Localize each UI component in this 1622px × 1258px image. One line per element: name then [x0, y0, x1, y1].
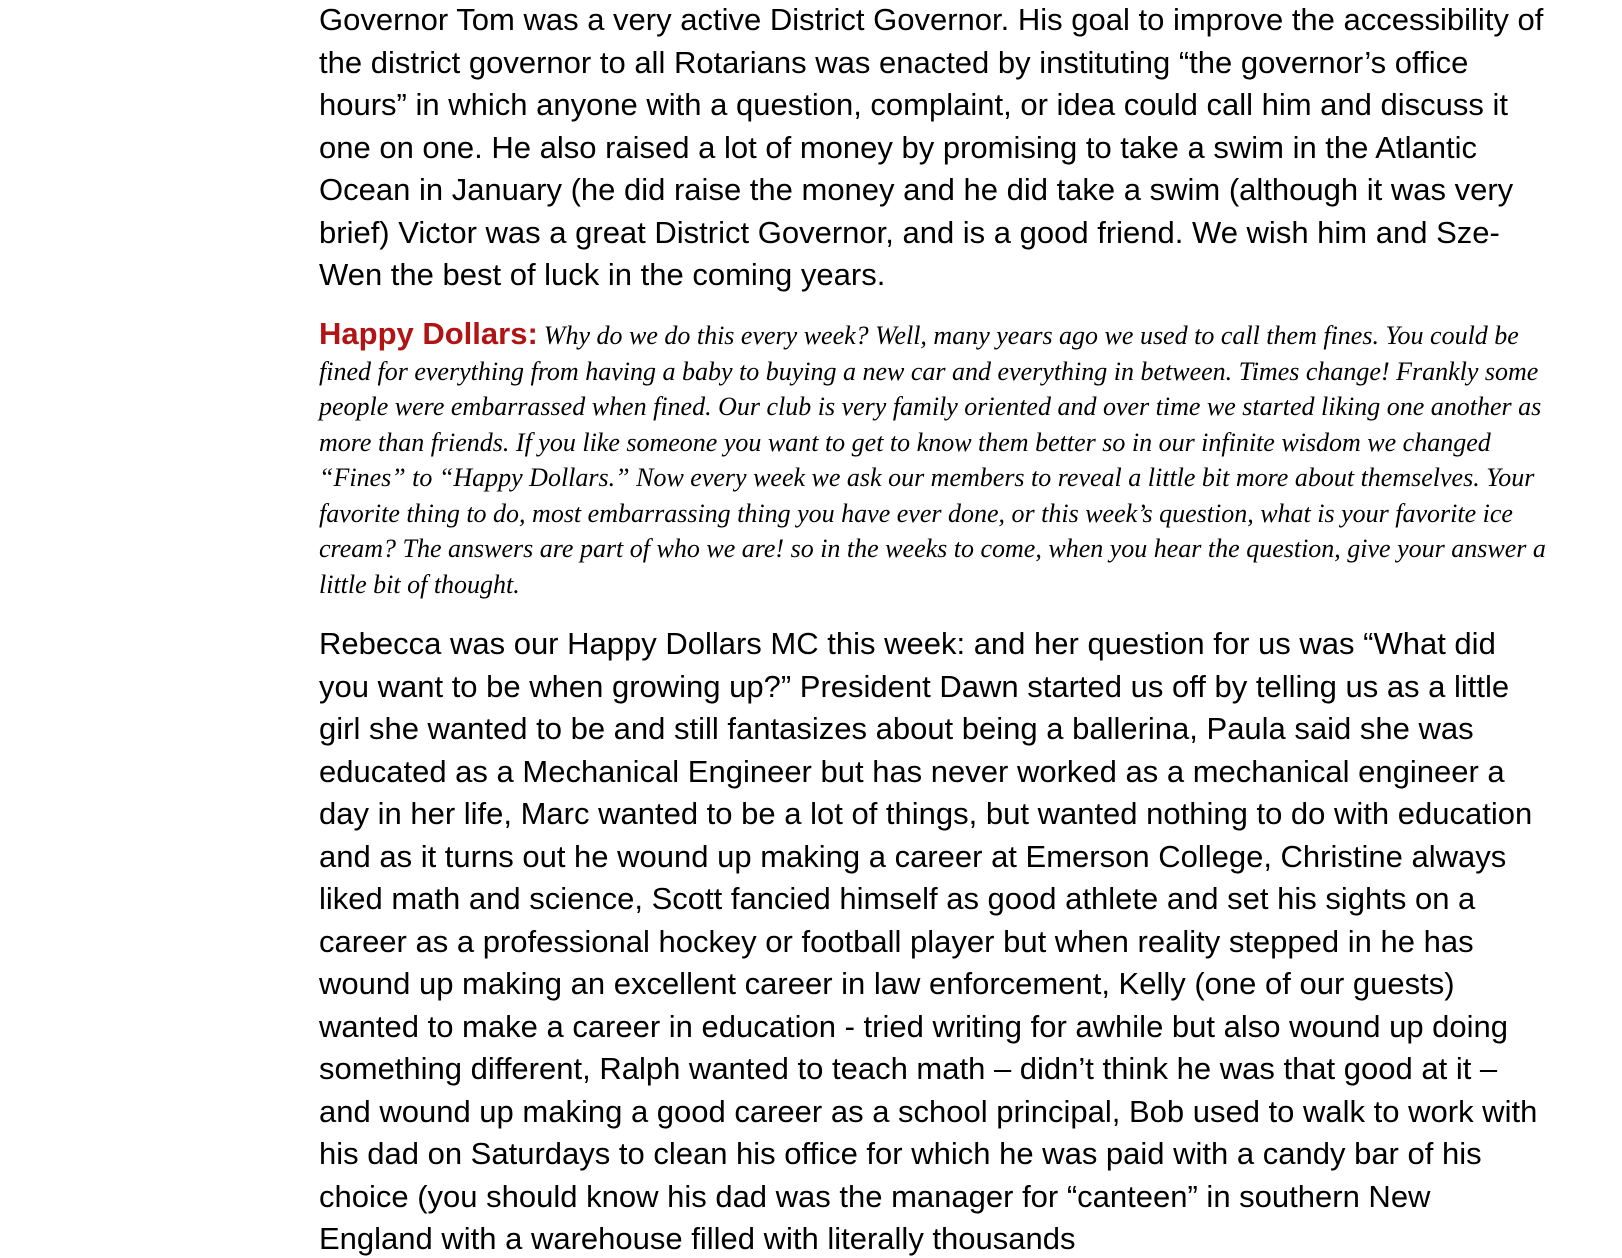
happy-dollars-section — [319, 316, 1549, 602]
happy-dollars-heading: Happy Dollars: — [319, 316, 538, 351]
governor-paragraph: Governor Tom was a very active District Governor. His goal to improve the accessibility of the district governor to all Rotarians was enacted by instituting “the governor’s office hours” in which anyone with a question, complaint, or idea could call him and discuss it one on one. He also raised a lot of money by promising to take a swim in the Atlantic Ocean in January (he did raise the money and he did take a swim (although it was very brief) Victor was a great District Governor, and is a good friend. We wish him and Sze-Wen the best of luck in the coming years. — [319, 2, 1544, 292]
happy-dollars-mc-paragraph: Rebecca was our Happy Dollars MC this week: and her question for us was “What did you want to be when growing up?” President Dawn started us off by telling us as a little girl she wanted to be and still fantasizes about being a ballerina, Paula said she was educated as a Mechanical Engineer but has never worked as a mechanical engineer a day in her life, Marc wanted to be a lot of things, but wanted nothing to do with education and as it turns out he wound up making a career at Emerson College, Christine always liked math and science, Scott fancied himself as good athlete and set his sights on a career as a professional hockey or football player but when reality stepped in he has wound up making an excellent career in law enforcement, Kelly (one of our guests) wanted to make a career in education - tried writing for awhile but also wound up doing something different, Ralph wanted to teach math – didn’t think he was that good at it – and wound up making a good career as a school principal, Bob used to walk to work with his dad on Saturdays to clean his office for which he was paid with a candy bar of his choice (you should know his dad was the manager for “canteen” in southern New England with a warehouse filled with literally thousands — [319, 626, 1538, 1256]
happy-dollars-text: Why do we do this every week? Well, many years ago we used to call them fines. You could be fined for everything from having a baby to buying a new car and everything in between. Times change! Frankly some people were embarrassed when fined. Our club is very family oriented and over time we started liking one another as more than friends. If you like someone you want to get to know them better so in our infinite wisdom we changed “Fines” to “Happy Dollars.” Now every week we ask our members to reveal a little bit more about themselves. Your favorite thing to do, most embarrassing thing you have ever done, or this week’s question, what is your favorite ice cream? The answers are part of who we are! so in the weeks to come, when you hear the question, give your answer a little bit of thought. — [319, 321, 1546, 599]
